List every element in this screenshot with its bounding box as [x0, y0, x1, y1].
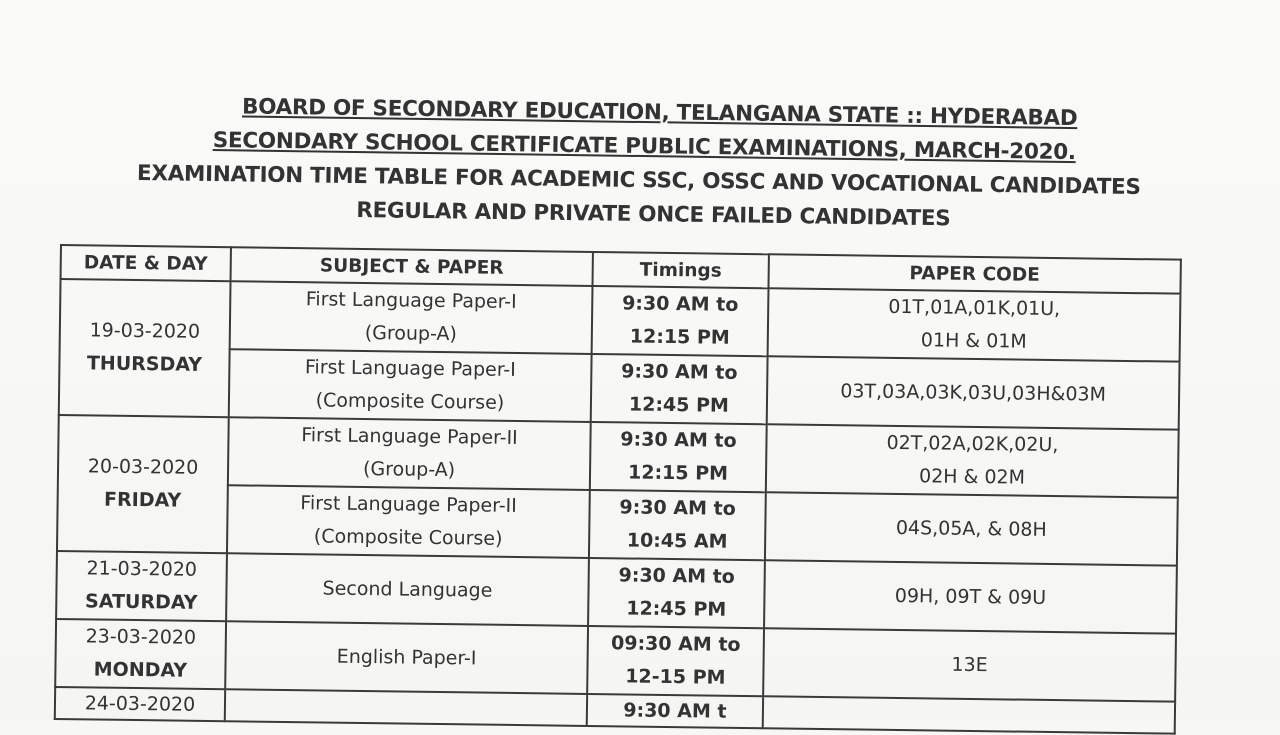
- code-line: 02H & 02M: [918, 465, 1026, 489]
- paper-code-cell: [764, 560, 1177, 633]
- exam-day: FRIDAY: [103, 488, 182, 512]
- subject-line: First Language Paper-II: [300, 492, 518, 518]
- table-row: [60, 279, 1181, 362]
- subject-line: English Paper-I: [336, 645, 477, 669]
- candidates-title: REGULAR AND PRIVATE ONCE FAILED CANDIDATES: [356, 198, 951, 232]
- timing-line: 12-15 PM: [625, 665, 726, 689]
- exam-day: SATURDAY: [84, 590, 198, 614]
- timing-cell: [590, 422, 767, 492]
- subject-cell: [225, 689, 587, 726]
- code-line: 13E: [951, 653, 988, 676]
- subject-line: (Composite Course): [313, 525, 503, 550]
- exam-date: 20-03-2020: [87, 455, 199, 479]
- subject-cell: [229, 349, 592, 422]
- date-cell: [56, 551, 227, 621]
- subject-line: (Group-A): [364, 321, 458, 346]
- paper-code-cell: [767, 356, 1180, 429]
- timing-cell: [588, 558, 765, 628]
- subject-cell: [228, 417, 591, 490]
- code-line: 04S,05A, & 08H: [895, 516, 1047, 541]
- col-header-subject: SUBJECT & PAPER: [231, 247, 593, 286]
- timing-cell: [587, 694, 763, 728]
- subject-line: (Group-A): [362, 457, 456, 482]
- timing-line: 12:45 PM: [626, 597, 727, 621]
- timing-line: 9:30 AM to: [621, 360, 738, 384]
- table-row: [58, 415, 1179, 498]
- subject-line: Second Language: [322, 576, 493, 602]
- subject-cell: [227, 485, 590, 558]
- timetable: [54, 244, 1180, 735]
- timing-line: 9:30 AM to: [622, 292, 739, 316]
- date-cell: [55, 619, 226, 689]
- paper-code-cell: [763, 628, 1176, 701]
- timing-line: 12:15 PM: [629, 325, 730, 349]
- exam-date: 23-03-2020: [85, 625, 197, 649]
- paper-code-cell: [765, 492, 1178, 565]
- timing-line: 12:15 PM: [627, 461, 729, 485]
- code-line: 01H & 01M: [920, 329, 1027, 353]
- exam-date: 21-03-2020: [86, 557, 198, 581]
- paper-code-cell: [763, 696, 1175, 733]
- subject-line: First Language Paper-I: [305, 288, 517, 313]
- timing-line: 10:45 AM: [626, 529, 728, 553]
- code-line: 01T,01A,01K,01U,: [888, 295, 1061, 321]
- timing-line: 9:30 AM t: [623, 699, 727, 723]
- timing-cell: [587, 626, 764, 696]
- date-cell: [57, 415, 229, 553]
- timing-line: 12:45 PM: [628, 393, 730, 417]
- date-cell: [55, 687, 225, 721]
- board-title: BOARD OF SECONDARY EDUCATION, TELANGANA STATE :: HYDERABAD: [241, 94, 1078, 132]
- code-line: 09H, 09T & 09U: [894, 584, 1047, 609]
- timing-cell: [589, 490, 766, 560]
- subject-cell: [225, 621, 588, 694]
- code-line: 03T,03A,03K,03U,03H&03M: [840, 379, 1107, 406]
- timing-line: 9:30 AM to: [618, 564, 735, 588]
- timing-cell: [591, 354, 768, 424]
- exam-date: 24-03-2020: [84, 692, 196, 716]
- col-header-paper-code: PAPER CODE: [768, 254, 1180, 293]
- timing-line: 09:30 AM to: [610, 632, 741, 656]
- col-header-timings: Timings: [592, 252, 768, 288]
- subject-cell: [230, 281, 593, 354]
- timing-line: 9:30 AM to: [620, 428, 737, 452]
- exam-title: SECONDARY SCHOOL CERTIFICATE PUBLIC EXAMINATIONS, MARCH-2020.: [212, 128, 1076, 166]
- col-header-date: DATE & DAY: [61, 245, 231, 281]
- subject-cell: [226, 553, 589, 626]
- timetable-title: EXAMINATION TIME TABLE FOR ACADEMIC SSC, OSSC AND VOCATIONAL CANDIDATES: [136, 160, 1141, 200]
- timing-cell: [592, 286, 769, 356]
- document-header: [58, 88, 1220, 240]
- paper-code-cell: [766, 424, 1179, 497]
- date-cell: [59, 279, 231, 417]
- exam-day: MONDAY: [93, 658, 188, 682]
- exam-date: 19-03-2020: [89, 319, 201, 343]
- timing-line: 9:30 AM to: [619, 496, 736, 520]
- subject-line: First Language Paper-II: [301, 424, 518, 450]
- timetable-grid: [54, 244, 1182, 735]
- exam-day: THURSDAY: [86, 352, 203, 376]
- subject-line: First Language Paper-I: [304, 356, 516, 381]
- paper-code-cell: [768, 288, 1181, 361]
- subject-line: (Composite Course): [315, 389, 505, 414]
- code-line: 02T,02A,02K,02U,: [886, 431, 1059, 457]
